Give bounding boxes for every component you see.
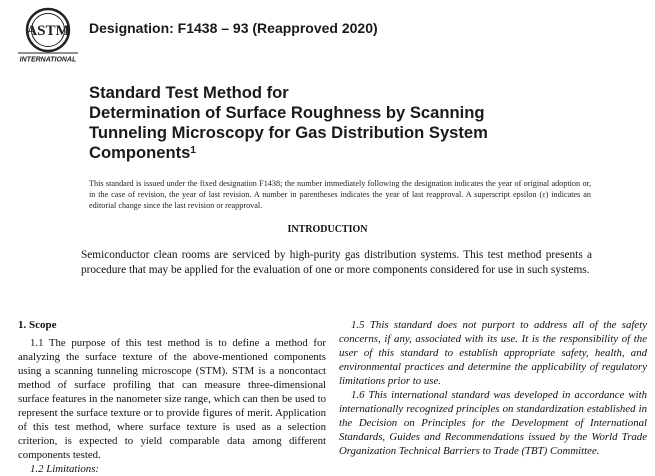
- title-line-1: Standard Test Method for: [89, 83, 289, 102]
- document-title: [89, 83, 609, 163]
- astm-logo: [16, 6, 80, 64]
- title-footnote-mark: 1: [190, 145, 196, 156]
- title-line-3: Tunneling Microscopy for Gas Distribution System: [89, 123, 488, 142]
- title-line-2: Determination of Surface Roughness by Scanning: [89, 103, 485, 122]
- left-column: [18, 318, 326, 476]
- scope-heading: 1. Scope: [18, 319, 57, 331]
- paragraph-1-1: 1.1 The purpose of this test method is to define a method for analyzing the surface texture of the above-mentioned components using a scanning tunneling microscope (STM). STM is a noncontact method of surface profiling that can measure three-dimensional surface features in the nanometer size range, which can then be used to represent the surface texture or to provide figures of merit. Application of this test method, where surface texture is used as a selection criterion, is expected to yield comparable data among different components tested.: [18, 337, 326, 461]
- right-column: [339, 318, 647, 458]
- astm-logo-icon: [16, 6, 80, 64]
- introduction-text: Semiconductor clean rooms are serviced by high-purity gas distribution systems. This test method presents a procedure that may be applied for the evaluation of one or more components considered for use in such systems.: [81, 249, 592, 276]
- logo-subtext: INTERNATIONAL: [19, 56, 77, 64]
- paragraph-1-6: 1.6 This international standard was developed in accordance with internationally recognized principles on standardization established in the Decision on Principles for the Development of International Standards, Guides and Recommendations issued by the World Trade Organization Technical Barriers to Trade (TBT) Committee.: [339, 389, 647, 457]
- title-line-4-text: Components: [89, 143, 191, 162]
- introduction-heading: INTRODUCTION: [287, 224, 368, 235]
- paragraph-1-2: 1.2 Limitations:: [30, 463, 99, 475]
- issuance-footnote: This standard is issued under the fixed designation F1438; the number immediately following the designation indicates the year of original adoption or, in the case of revision, the year of last revision. A number in parentheses indicates the year of last reapproval. A superscript epsilon (ε) indicates an editorial change since the last revision or reapproval.: [89, 179, 591, 210]
- paragraph-1-5: 1.5 This standard does not purport to address all of the safety concerns, if any, associated with its use. It is the responsibility of the user of this standard to establish appropriate safety, health, and environmental practices and determine the applicability of regulatory limitations prior to use.: [339, 319, 647, 387]
- title-line-4: [89, 143, 609, 163]
- designation: Designation: F1438 – 93 (Reapproved 2020): [89, 20, 378, 36]
- logo-mark: ASTM: [26, 23, 70, 39]
